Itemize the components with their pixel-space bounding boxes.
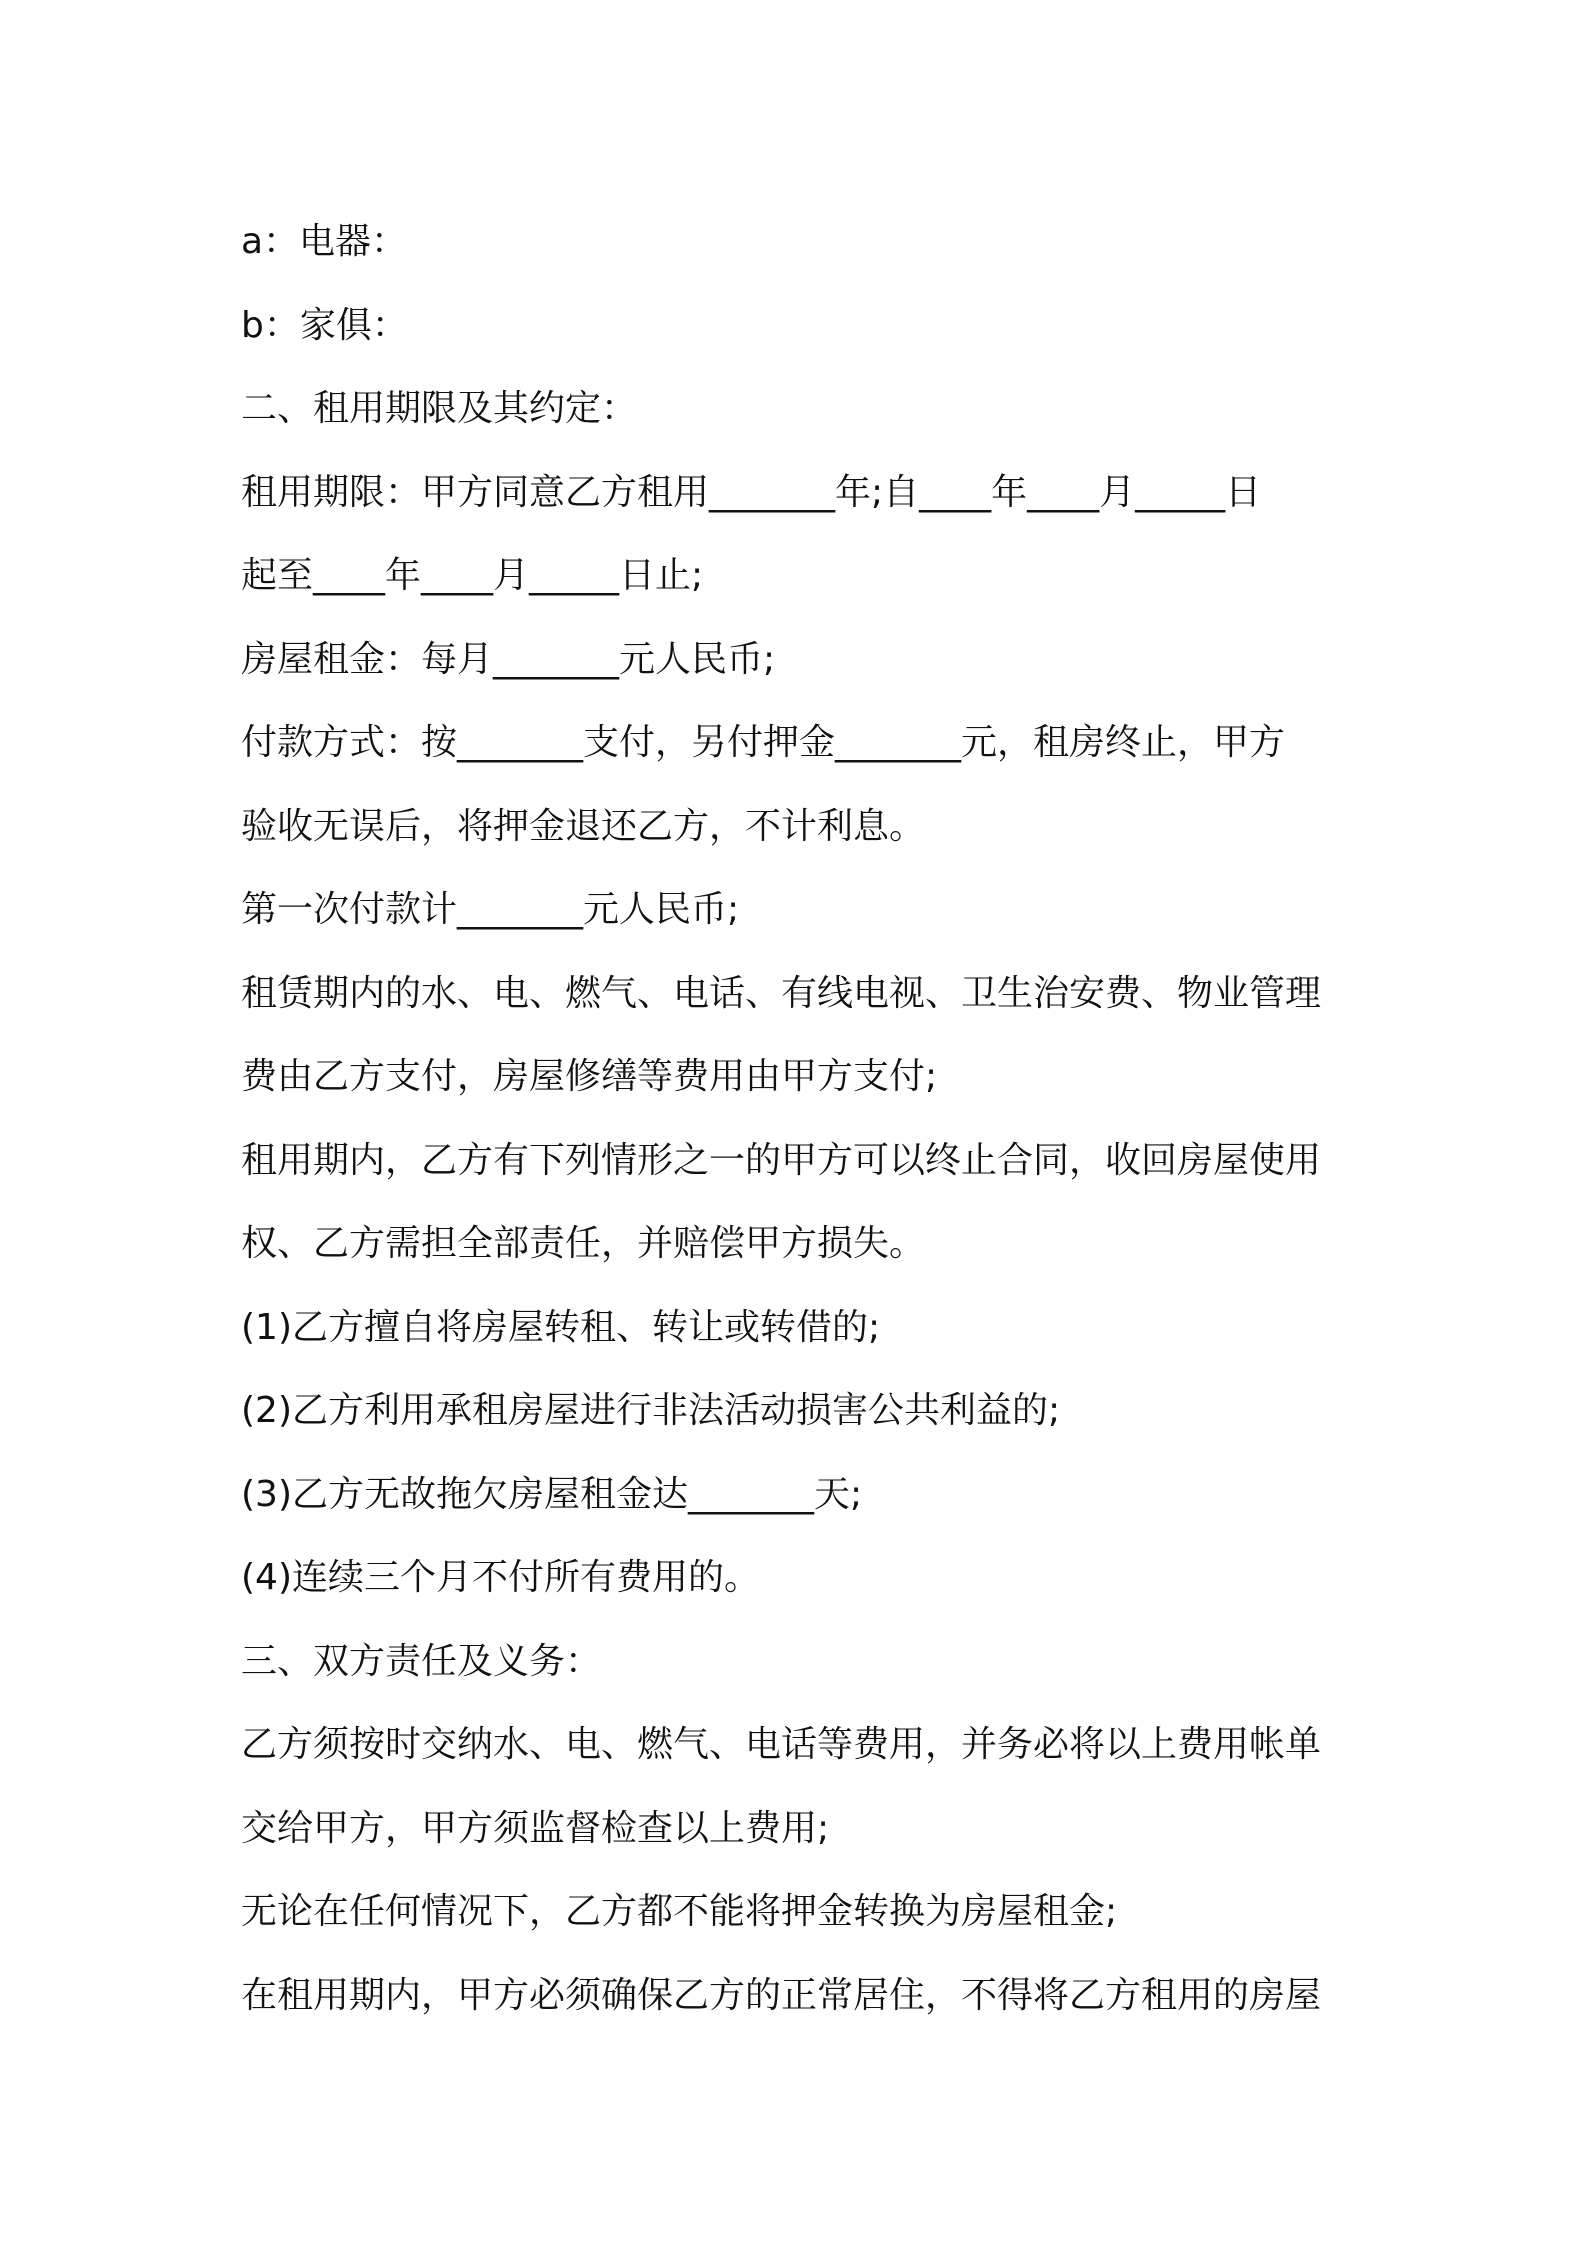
landlord-duty-line-1: 在租用期内，甲方必须确保乙方的正常居住，不得将乙方租用的房屋 (241, 1974, 1322, 2016)
utilities-line-1: 租赁期内的水、电、燃气、电话、有线电视、卫生治安费、物业管理 (241, 972, 1322, 1014)
termination-line-2: 权、乙方需担全部责任，并赔偿甲方损失。 (241, 1223, 926, 1264)
item-b-furniture: b：家俱： (241, 304, 408, 346)
termination-case-2: (2)乙方利用承租房屋进行非法活动损害公共利益的; (241, 1390, 1061, 1431)
payment-method-line-1: 付款方式：按_______支付，另付押金_______元，租房终止，甲方 (241, 722, 1286, 763)
first-payment: 第一次付款计_______元人民币; (241, 889, 740, 930)
termination-line-1: 租用期内，乙方有下列情形之一的甲方可以终止合同，收回房屋使用 (241, 1139, 1322, 1181)
deposit-rule: 无论在任何情况下，乙方都不能将押金转换为房屋租金; (241, 1891, 1118, 1932)
section-2-heading: 二、租用期限及其约定： (241, 388, 638, 429)
rent-amount: 房屋租金：每月_______元人民币; (241, 638, 776, 680)
termination-case-3: (3)乙方无故拖欠房屋租金达_______天; (241, 1473, 863, 1515)
termination-case-1: (1)乙方擅自将房屋转租、转让或转借的; (241, 1306, 881, 1348)
utilities-line-2: 费由乙方支付，房屋修缮等费用由甲方支付; (241, 1056, 938, 1097)
lease-term-line-1: 租用期限：甲方同意乙方租用_______年;自____年____月_____日 (241, 471, 1262, 513)
lease-term-line-2: 起至____年____月_____日止; (241, 555, 704, 596)
item-a-appliances: a：电器： (241, 221, 408, 262)
document-body (241, 200, 1361, 2037)
termination-case-4: (4)连续三个月不付所有费用的。 (241, 1557, 760, 1598)
payment-method-line-2: 验收无误后，将押金退还乙方，不计利息。 (241, 805, 926, 847)
duties-line-1: 乙方须按时交纳水、电、燃气、电话等费用，并务必将以上费用帐单 (241, 1724, 1322, 1765)
section-3-heading: 三、双方责任及义务： (241, 1640, 602, 1682)
duties-line-2: 交给甲方，甲方须监督检查以上费用; (241, 1807, 830, 1849)
